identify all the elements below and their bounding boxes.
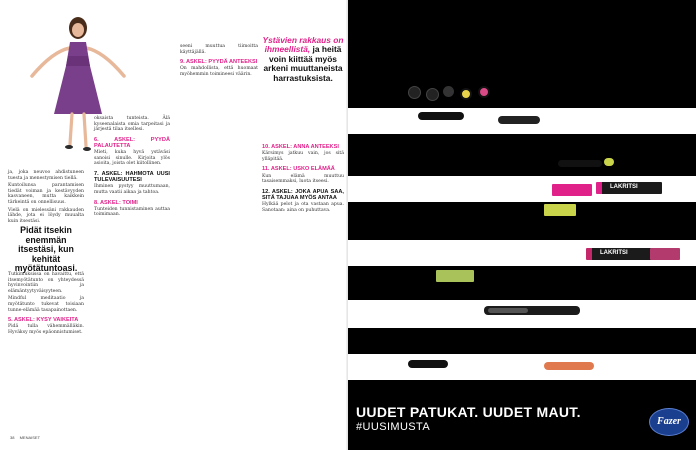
paragraph: Ihminen pystyy muuttumaan, mutta vaatii aikaa ja tahtoa. <box>94 184 170 195</box>
liquorice-stick <box>558 160 602 167</box>
paragraph: Hylkää pelot ja ota vastaan apua. Sanotaan: aina on puhuttava. <box>262 202 344 213</box>
paragraph: oksaista tunteista. Älä kyseenalaista omia tarpeitasi ja järjestä tilaa itsellesi. <box>94 116 170 133</box>
product-name: LAKRITSI <box>610 184 638 190</box>
pull-quote-highlight: Ystävien rakkaus on ihmeellistä, <box>262 35 344 55</box>
pull-quote-text: Pidät itsekin enemmän itsestäsi, kun kehität myötätuntoasi. <box>14 225 78 274</box>
text-column-4 <box>262 140 344 215</box>
product-package-lime <box>544 204 576 216</box>
ad-headline: UUDET PATUKAT. UUDET MAUT. <box>356 404 581 420</box>
stick-highlight <box>488 308 528 313</box>
page-number: 38 <box>10 435 15 440</box>
section-heading-5: 5. ASKEL: KYSY VAIKEITA <box>8 317 79 324</box>
section-heading-11: 11. ASKEL: USKO ELÄMÄÄ <box>262 166 335 173</box>
liquorice-stick-orange <box>544 362 594 370</box>
paragraph: Tunteiden tunnistaminen auttaa toimimaan. <box>94 206 170 218</box>
product-name: LAKRITSI <box>600 250 628 256</box>
paragraph: seeni muuttua tiimoitta käyttäjällä. <box>180 44 258 55</box>
liquorice-piece-yellow <box>460 88 472 100</box>
fazer-logo <box>649 408 689 436</box>
product-package <box>596 182 662 194</box>
liquorice-stick <box>418 112 464 120</box>
fazer-advertisement <box>348 0 696 450</box>
paragraph: Vielä on mielessäni rakkauden lähde, jota ei löydy muualta kuin itsestäsi. <box>8 207 84 224</box>
liquorice-piece <box>426 88 439 101</box>
section-heading-7: 7. ASKEL: HAHMOTA UUSI TULEVAISUUTESI <box>94 170 170 184</box>
pull-quote-text: ja heitä voin kiittää myös arkeni muuttaneista harrastuksista. <box>263 44 343 83</box>
ad-hashtag: #UUSIMUSTA <box>356 421 431 433</box>
magazine-name: MENAISET <box>19 435 41 440</box>
liquorice-stick <box>498 116 540 124</box>
text-column-1-continued <box>8 272 84 338</box>
pull-quote-2 <box>262 36 344 83</box>
paragraph: Tutkimuksissa on havaittu, että itsemyötätunto on yhteydessä hyvinvointiin ja elämäntyytyväisyyteen. <box>8 272 84 294</box>
paragraph: Kuntoilunsa parantamisen tiedät voiman ja kestävyyden kasvaneen, mutta kaikkein tärkeintä on onnellisuus. <box>8 183 84 205</box>
section-heading-8: 8. ASKEL: TOIMI <box>94 199 138 206</box>
paragraph: Mieti, kuka hyvä ystäväsi sanoisi sinulle. Kirjoita ylös asioita, joista olet kiitollinen. <box>94 150 170 167</box>
paragraph: Kun elämä muuttuu tasaisemmaksi, luota itseesi. <box>262 173 344 185</box>
text-column-3 <box>180 44 258 80</box>
liquorice-piece-pink <box>478 86 490 98</box>
section-heading-6: 6. ASKEL: PYYDÄ PALAUTETTA <box>94 136 170 149</box>
paragraph: ja, joka neuvoo ahdistuneen tuesta ja menestymisen tiellä. <box>8 170 84 181</box>
pull-quote-1 <box>8 226 84 274</box>
page-footer <box>10 435 40 440</box>
paragraph: Pidä tulla vähemmälläkin. Hyväksy myös epäonnistumiset. <box>8 324 84 335</box>
paragraph: Mindful meditaatio ja myötätunto tukevat toisiaan tunne-elämää tasapainottaen. <box>8 296 84 313</box>
text-column-2 <box>94 116 170 220</box>
liquorice-piece <box>443 86 454 97</box>
section-heading-12: 12. ASKEL: JOKA APUA SAA, SITÄ TAJUAA MYÖS ANTAA <box>262 188 344 201</box>
liquorice-stick-tip <box>604 158 614 166</box>
paragraph: Kärsimys jatkuu vain, jos sitä ylläpitää. <box>262 151 344 162</box>
text-column-1 <box>8 170 84 226</box>
product-package-pink <box>650 248 680 260</box>
product-package <box>586 248 656 260</box>
brand-name: Fazer <box>657 416 681 427</box>
liquorice-piece <box>408 86 421 99</box>
section-heading-9: 9. ASKEL: PYYDÄ ANTEEKSI <box>180 59 258 66</box>
product-package-lime <box>436 270 474 282</box>
section-heading-10: 10. ASKEL: ANNA ANTEEKSI <box>262 144 339 150</box>
paragraph: On mahdollista, että huomaat myöhemmin toimineesi väärin. <box>180 66 258 77</box>
stripe <box>348 354 696 380</box>
product-package-pink <box>552 184 592 196</box>
liquorice-stick <box>408 360 448 368</box>
